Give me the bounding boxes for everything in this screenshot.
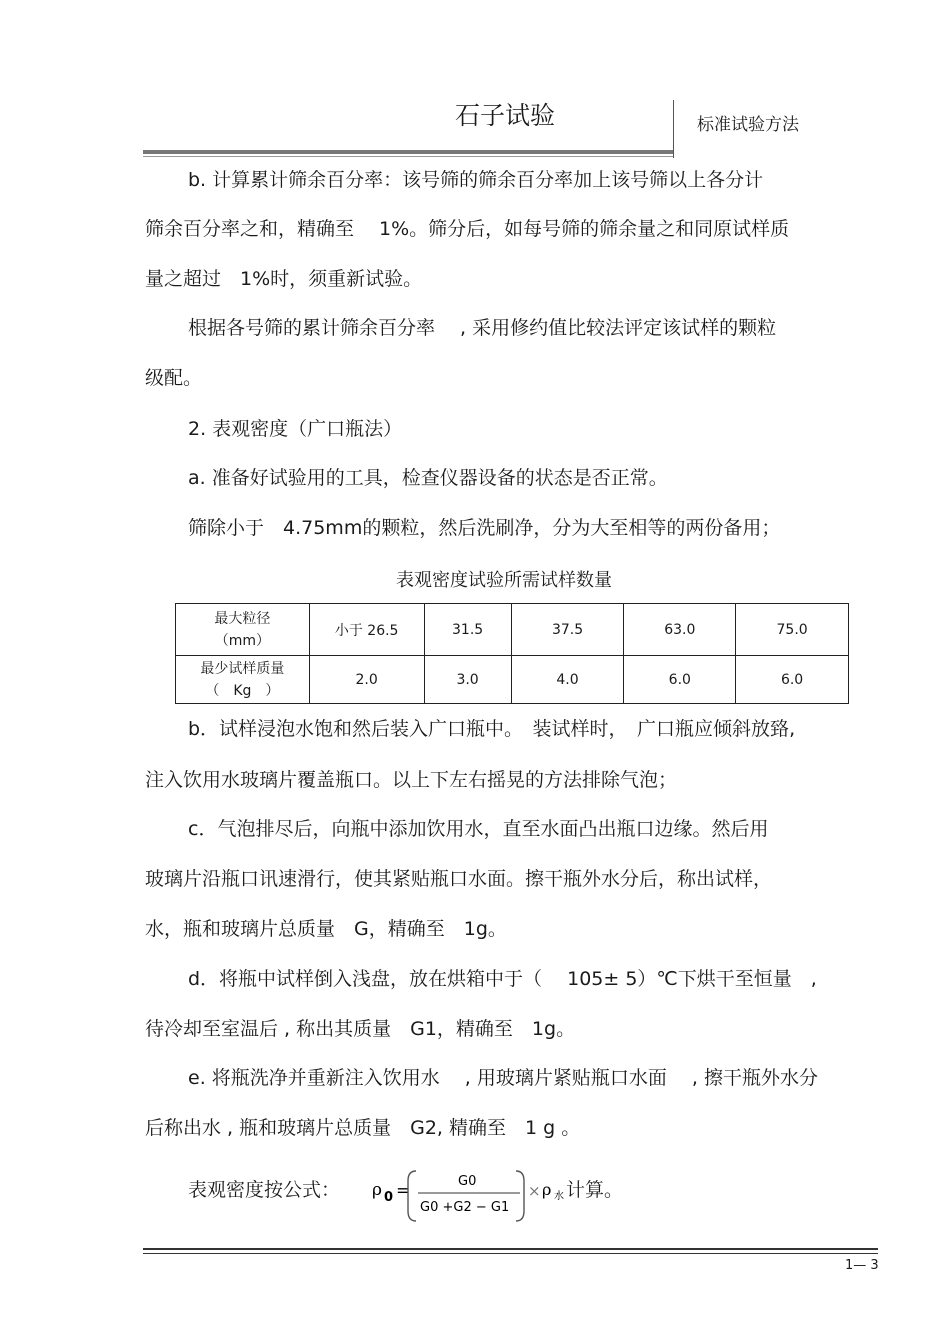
paragraph-line: e. 将瓶洗净并重新注入饮用水 , 用玻璃片紧贴瓶口水面 , 擦干瓶外水分 — [188, 1067, 819, 1089]
row-label-unit: （mm） — [214, 632, 271, 649]
paragraph-line: 根据各号筛的累计筛余百分率 , 采用修约值比较法评定该试样的颗粒 — [188, 317, 777, 339]
sample-quantity-table — [175, 603, 849, 704]
rho-zero-subscript: 0 — [384, 1190, 394, 1205]
row-label: 最大粒径 — [214, 610, 271, 627]
rho-zero: ρ — [372, 1180, 382, 1200]
table-cell: 75.0 — [736, 604, 849, 656]
paragraph-line: b．试样浸泡水饱和然后装入广口瓶中。 装试样时， 广口瓶应倾斜放臵, — [188, 718, 796, 740]
paragraph-line: 筛除小于 4.75mm的颗粒，然后洗刷净，分为大至相等的两份备用； — [188, 517, 781, 539]
formula-denominator: G0 +G2 − G1 — [420, 1200, 510, 1215]
section-heading: 2. 表观密度（广口瓶法） — [188, 418, 403, 440]
paragraph-line: 量之超过 1%时，须重新试验。 — [145, 268, 423, 290]
row-label: 最少试样质量 — [200, 660, 285, 677]
paragraph-line: 注入饮用水玻璃片覆盖瓶口。以上下左右摇晃的方法排除气泡； — [145, 769, 678, 791]
header-rule-thick — [143, 150, 673, 154]
rho-water: ρ — [542, 1180, 552, 1199]
header-divider-vertical — [673, 100, 674, 158]
right-paren — [516, 1171, 524, 1221]
table-cell: 2.0 — [309, 656, 424, 704]
paragraph-line: 筛余百分率之和，精确至 1%。筛分后，如每号筛的筛余量之和同原试样质 — [145, 218, 790, 240]
paragraph-line: d．将瓶中试样倒入浅盘，放在烘箱中于（ 105± 5）℃下烘干至恒量 , — [188, 968, 817, 990]
table-cell: 6.0 — [736, 656, 849, 704]
table-caption: 表观密度试验所需试样数量 — [396, 570, 612, 591]
header-rule-thin — [143, 156, 673, 157]
table-cell: 63.0 — [624, 604, 736, 656]
formula-tail: 计算。 — [566, 1179, 624, 1201]
table-cell: 4.0 — [511, 656, 624, 704]
rho-water-subscript: 水 — [554, 1191, 564, 1202]
page-title: 石子试验 — [455, 101, 556, 130]
table-row — [176, 604, 849, 656]
times-sign: × — [528, 1182, 541, 1200]
paragraph-line: 级配。 — [145, 367, 203, 389]
table-header-cell — [176, 656, 310, 704]
paragraph-line: a. 准备好试验用的工具，检查仪器设备的状态是否正常。 — [188, 467, 668, 489]
table-cell: 小于 26.5 — [309, 604, 424, 656]
page-number: 1— 3 — [845, 1258, 879, 1273]
paragraph-line: b. 计算累计筛余百分率：该号筛的筛余百分率加上该号筛以上各分计 — [188, 169, 764, 191]
paragraph-line: 玻璃片沿瓶口讯速滑行，使其紧贴瓶口水面。擦干瓶外水分后，称出试样， — [145, 868, 773, 890]
page-subtitle: 标准试验方法 — [697, 115, 799, 135]
table-header-cell — [176, 604, 310, 656]
paragraph-line: 后称出水 , 瓶和玻璃片总质量 G2, 精确至 1 g 。 — [145, 1117, 581, 1139]
formula-lead: 表观密度按公式： — [188, 1179, 341, 1201]
paragraph-line: 待冷却至室温后 , 称出其质量 G1，精确至 1g。 — [145, 1018, 576, 1040]
paragraph-line: 水，瓶和玻璃片总质量 G，精确至 1g。 — [145, 918, 507, 940]
table-cell: 31.5 — [424, 604, 511, 656]
row-label-unit: （ Kg ） — [205, 682, 280, 699]
table-row — [176, 656, 849, 704]
table-cell: 37.5 — [511, 604, 624, 656]
table-cell: 6.0 — [624, 656, 736, 704]
equals-sign: = — [396, 1181, 411, 1201]
formula-numerator: G0 — [458, 1174, 477, 1189]
paragraph-line: c．气泡排尽后，向瓶中添加饮用水，直至水面凸出瓶口边缘。然后用 — [188, 818, 769, 840]
footer-rule-thick — [143, 1248, 878, 1250]
table-cell: 3.0 — [424, 656, 511, 704]
footer-rule-thin — [143, 1253, 878, 1254]
